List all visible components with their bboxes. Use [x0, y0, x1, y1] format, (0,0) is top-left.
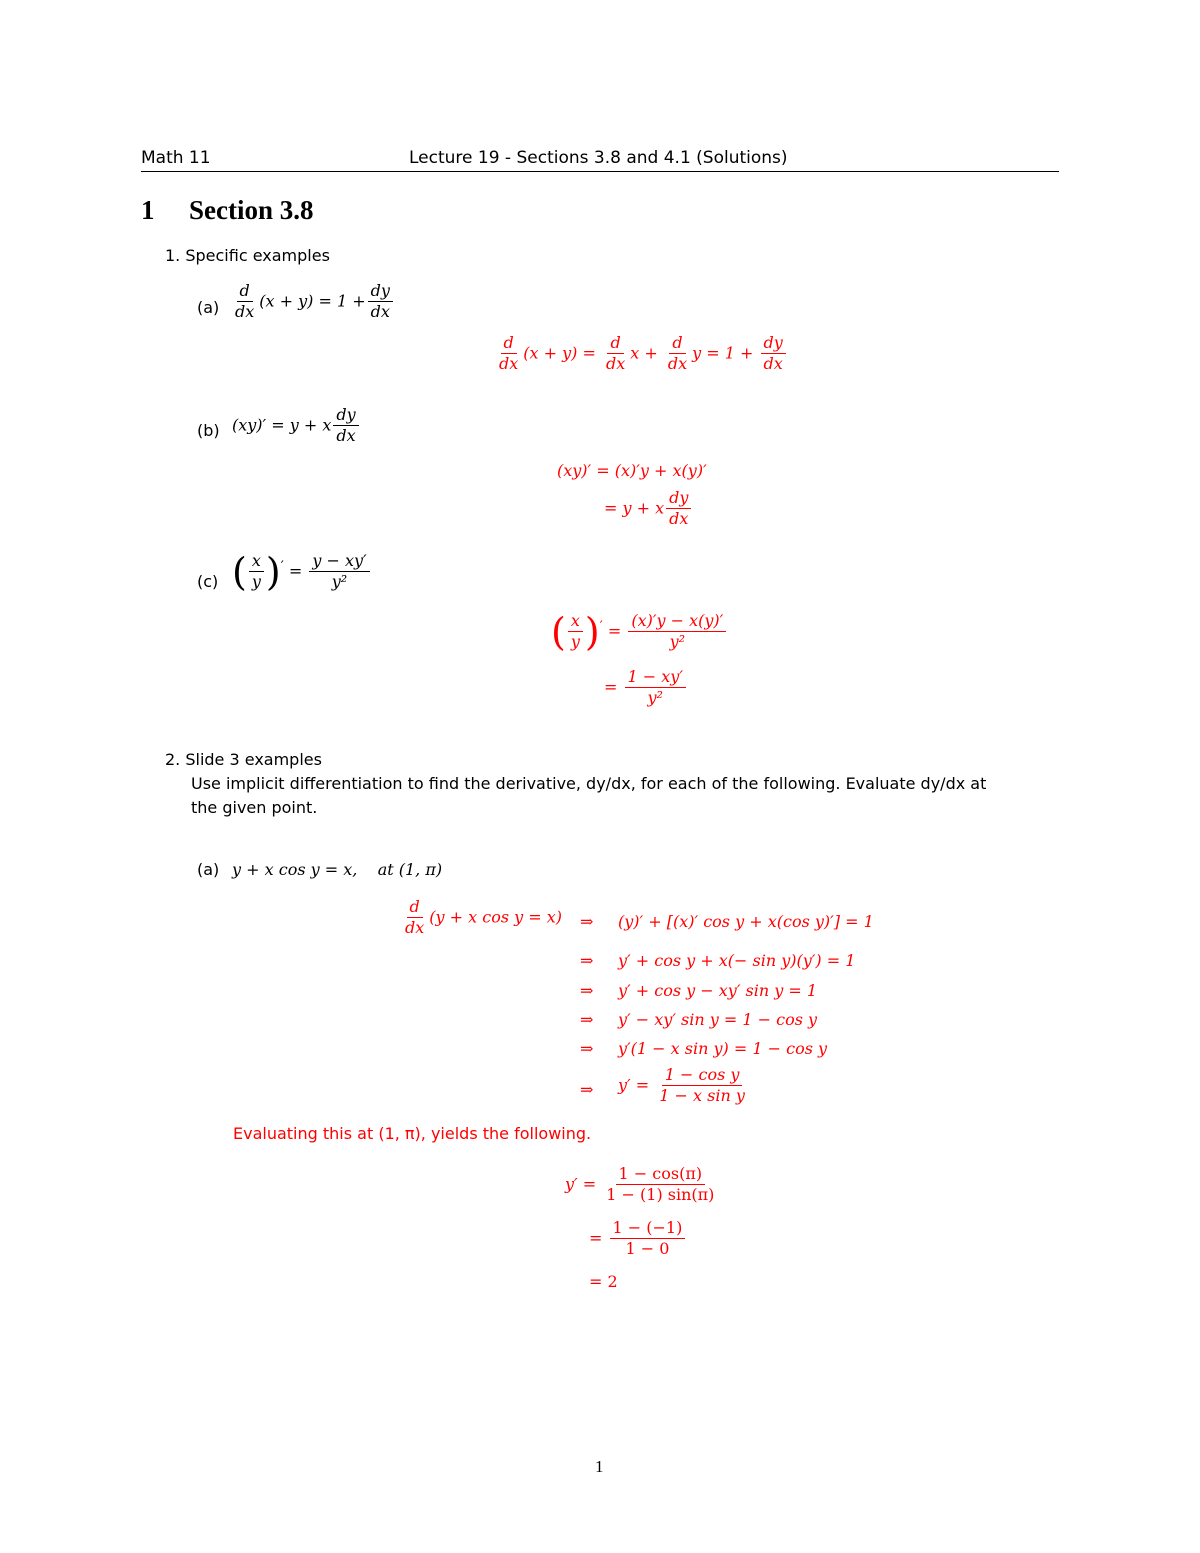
item2-instruction-line2: the given point.	[191, 798, 318, 817]
item1c-tag: (c)	[197, 572, 219, 591]
item2a-tag: (a)	[197, 860, 220, 879]
item2a-step-lhs: $\frac{d}{dx}$ (y + x cos y = x)	[405, 897, 563, 938]
item1c-solution-line2: = $\frac{1 - xy'}{\text{y²}}$	[604, 668, 688, 708]
item1b-tag: (b)	[197, 421, 220, 440]
item2-instruction-line1: Use implicit differentiation to find the derivative, dy/dx, for each of the following. Evaluate dy/dx at	[191, 774, 987, 793]
eval-line-1: y′ = $\frac{1 - \cos(\pi)}{1 - (1) \sin(\pi)}$	[565, 1164, 715, 1205]
item2a-step-1: (y)′ + [(x)′ cos y + x(cos y)′] = 1	[618, 912, 874, 931]
implies-arrow-1: ⇒	[580, 912, 594, 931]
eval-line-2: = $\frac{1 - (-1)}{1 - 0}$	[589, 1219, 687, 1259]
item2a-step-5: y′(1 − x sin y) = 1 − cos y	[618, 1039, 828, 1058]
item1c-problem: ( $\frac{x}{y}$ )′ = $\frac{y - xy'}{\text{y²}}$	[232, 552, 372, 592]
item1b-problem: (xy)′ = y + x $\frac{dy}{dx}$	[232, 406, 361, 446]
item1a-solution: $\frac{d}{dx}$ (x + y) = $\frac{d}{dx}$ x + $\frac{d}{dx}$ y = 1 + $\frac{dy}{dx}$	[494, 334, 788, 374]
course-name: Math 11	[141, 148, 211, 168]
item1b-solution-line1: (xy)′ = (x)′y + x(y)′	[557, 461, 707, 480]
implies-arrow-4: ⇒	[580, 1010, 594, 1029]
item2a-step-6: y′ = $\frac{\text{1 − cos y}}{\text{1 − x sin y}}$	[618, 1065, 745, 1106]
item2a-problem: y + x cos y = x, at (1, π)	[232, 860, 443, 879]
header-rule	[141, 171, 1059, 172]
item2a-step-2: y′ + cos y + x(− sin y)(y′) = 1	[618, 951, 856, 970]
item2-label: 2. Slide 3 examples	[165, 750, 322, 769]
implies-arrow-6: ⇒	[580, 1080, 594, 1099]
item1a-problem: $\frac{d}{dx}$ (x + y) = 1 + $\frac{dy}{dx}$	[230, 282, 395, 322]
item1-label: 1. Specific examples	[165, 246, 330, 265]
implies-arrow-5: ⇒	[580, 1039, 594, 1058]
lecture-title: Lecture 19 - Sections 3.8 and 4.1 (Solutions)	[409, 148, 788, 168]
item1c-solution-line1: ( $\frac{x}{y}$ )′ = $\frac{(x)'y - x(y)'}{\text{y²}}$	[551, 612, 728, 652]
item1b-solution-line2: = y + x $\frac{dy}{dx}$	[604, 489, 693, 529]
section-title: Section 3.8	[189, 195, 314, 225]
eval-result: = 2	[589, 1272, 618, 1291]
implies-arrow-2: ⇒	[580, 951, 594, 970]
evaluating-text: Evaluating this at (1, π), yields the following.	[233, 1124, 592, 1143]
item2a-step-3: y′ + cos y − xy′ sin y = 1	[618, 981, 818, 1000]
implies-arrow-3: ⇒	[580, 981, 594, 1000]
item2a-step-4: y′ − xy′ sin y = 1 − cos y	[618, 1010, 818, 1029]
item1a-tag: (a)	[197, 298, 220, 317]
page-number: 1	[595, 1457, 604, 1476]
section-number: 1	[141, 195, 155, 225]
